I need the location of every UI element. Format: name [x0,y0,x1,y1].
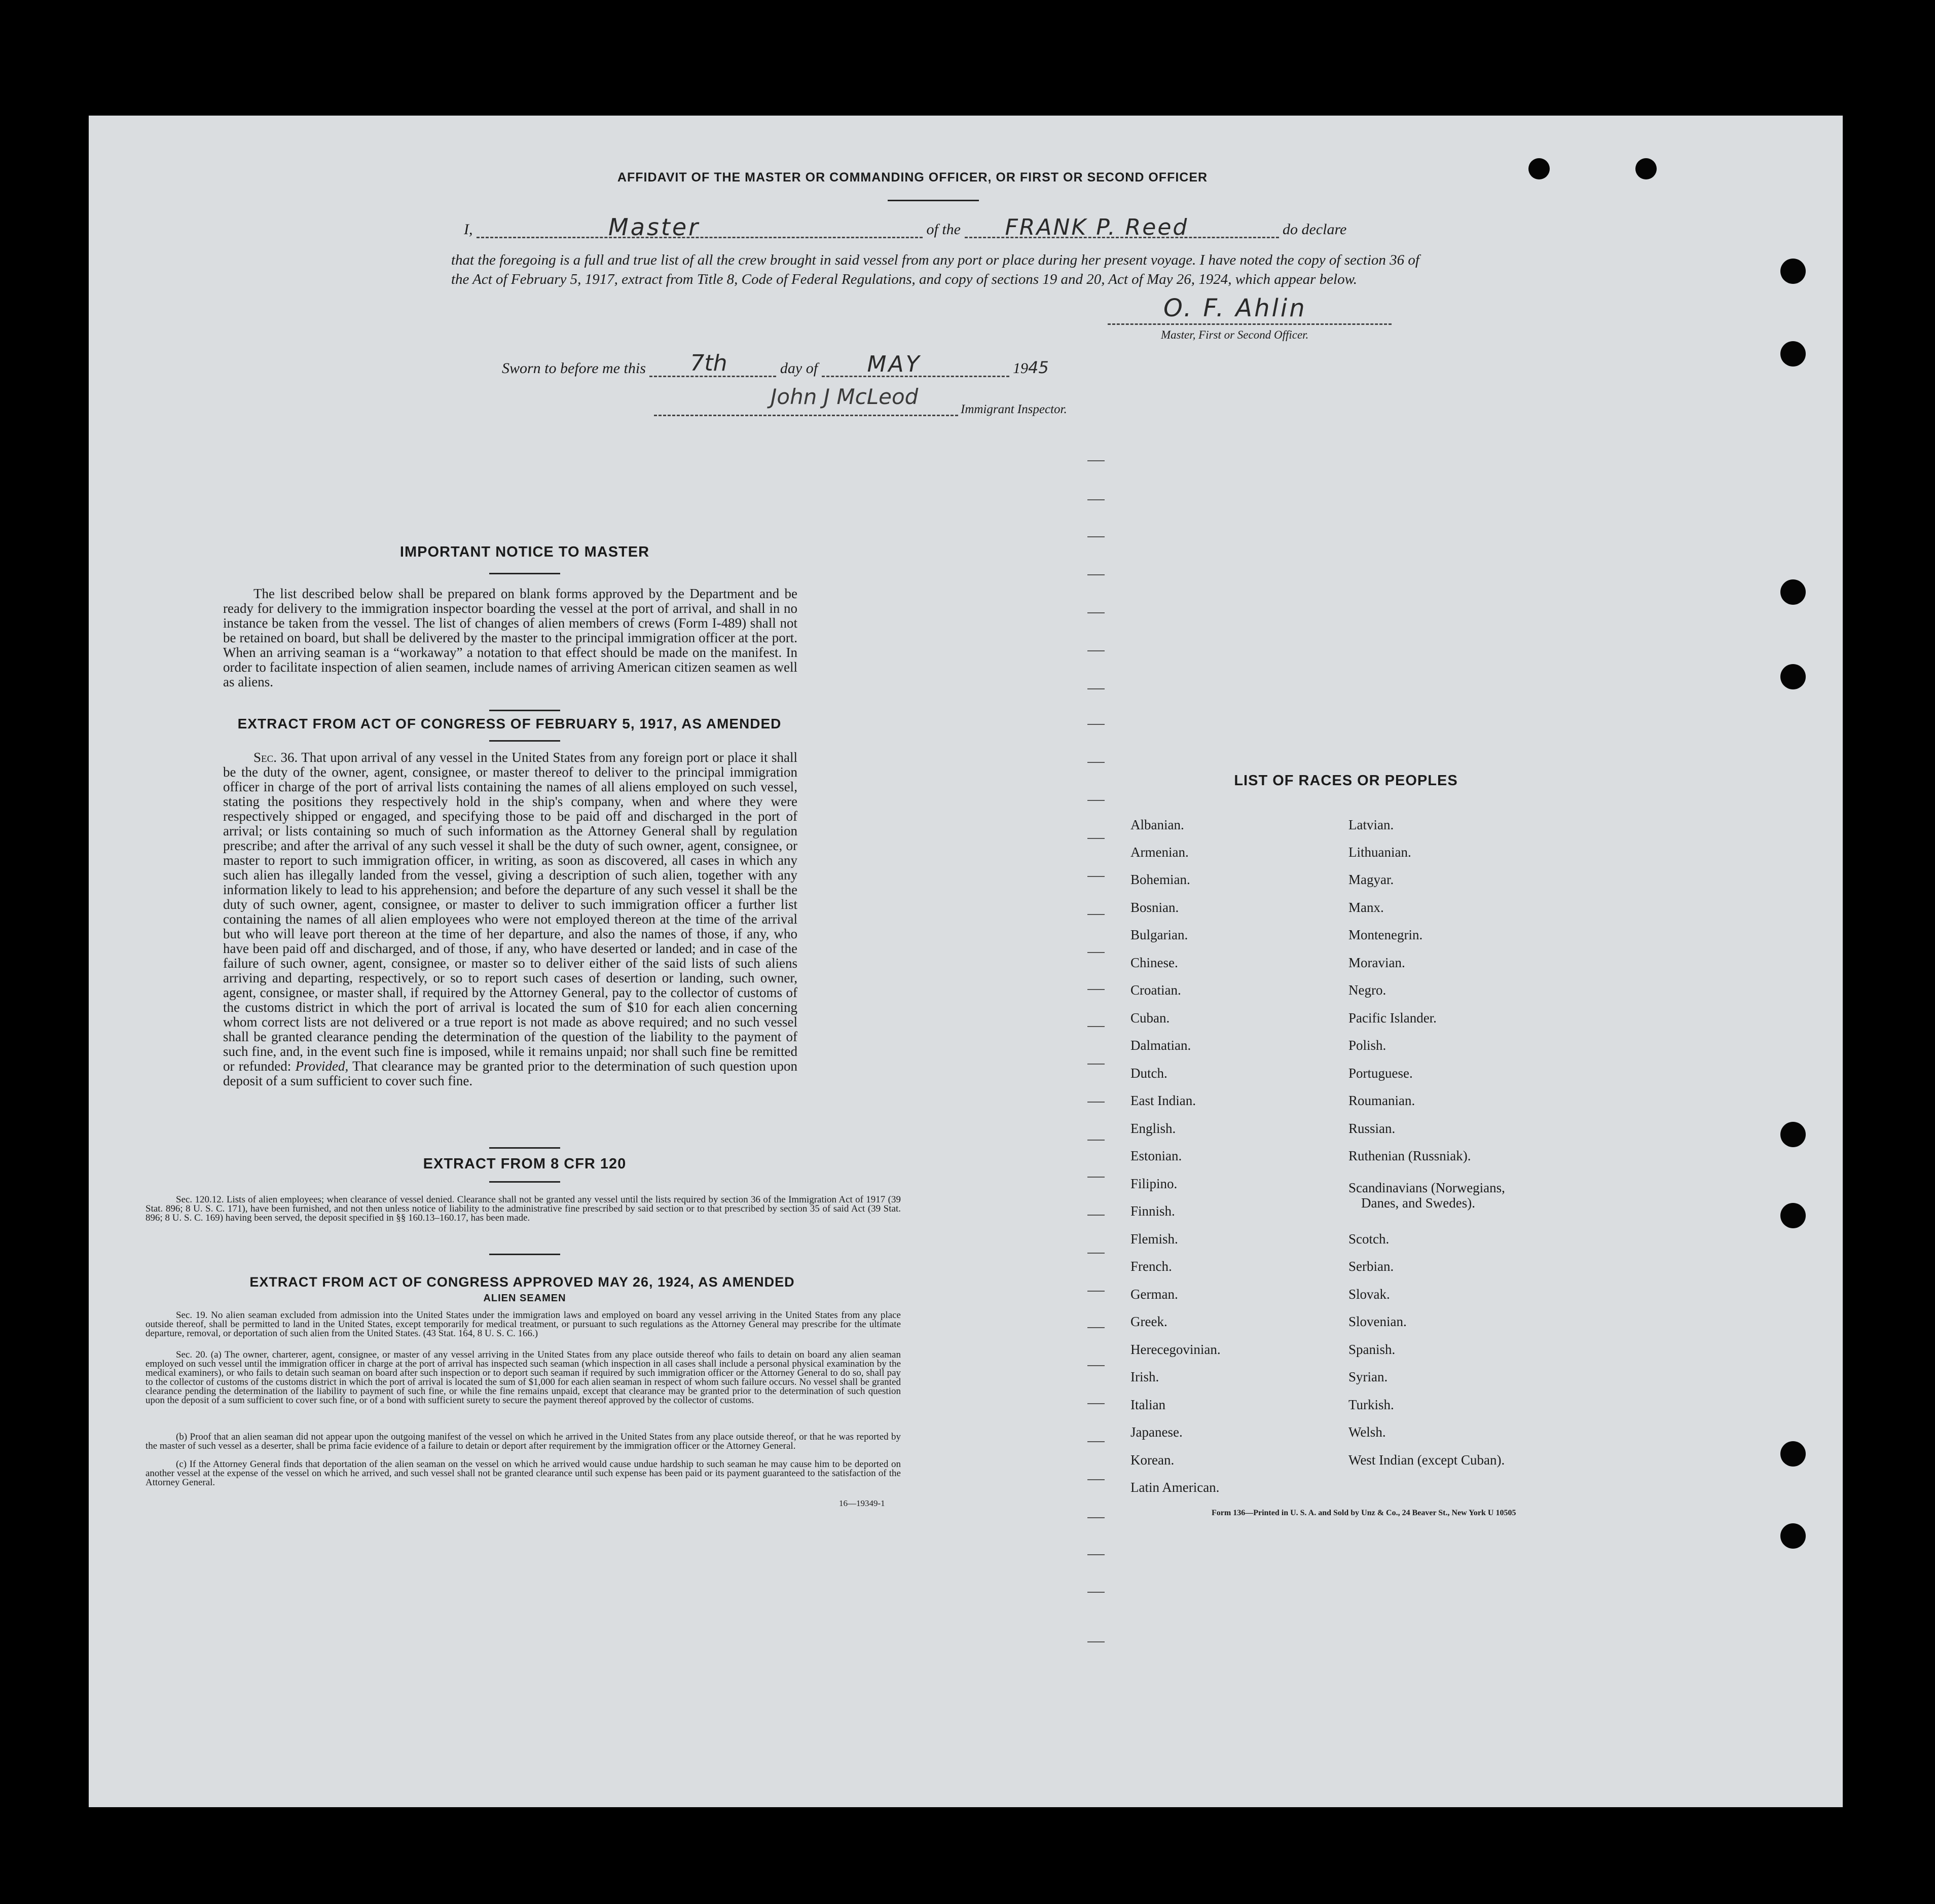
cfr-rule [489,1181,560,1183]
margin-mark [1087,989,1105,990]
form-code: 16—19349-1 [839,1498,885,1508]
sworn-line [502,350,1049,377]
margin-mark [1087,762,1105,763]
do-declare-label: do declare [1283,221,1347,238]
punch-hole [1780,1122,1806,1147]
extract1924-title: EXTRACT FROM ACT OF CONGRESS APPROVED MAY 26, 1924, AS AMENDED [249,1274,795,1290]
race-item: Japanese. [1130,1424,1183,1440]
race-item: Serbian. [1348,1259,1394,1274]
race-item: German. [1130,1287,1178,1302]
race-item: Bosnian. [1130,900,1179,915]
extract1924-rule-top [489,1254,560,1255]
race-item: East Indian. [1130,1093,1196,1108]
race-item: West Indian (except Cuban). [1348,1452,1505,1468]
race-item: Russian. [1348,1121,1396,1136]
day-of-label: day of [780,360,818,377]
margin-mark [1087,838,1105,839]
sworn-month: MAY [867,351,922,377]
master-signature: O. F. Ahlin [1163,294,1307,322]
race-item: Manx. [1348,900,1384,915]
race-item: Ruthenian (Russniak). [1348,1148,1471,1163]
race-item: Estonian. [1130,1148,1182,1163]
document-page [89,116,1843,1807]
inspector-caption: Immigrant Inspector. [961,402,1067,416]
sec20c-body: (c) If the Attorney General finds that deportation of the alien seaman on the vessel on which he arrived would cause undue hardship to such seaman he may cause him to be deported on another vessel at the expense of the vessel on which he arrived, and such vessel shall not be granted clearance until such expense has been paid or its payment guaranteed to the satisfaction of the Attorney General. [145,1459,901,1488]
notice-title: IMPORTANT NOTICE TO MASTER [399,544,650,560]
punch-hole [1780,1523,1806,1549]
margin-mark [1087,1291,1105,1292]
year-prefix: 19 [1013,360,1029,377]
margin-mark [1087,460,1105,461]
punch-hole [1780,664,1806,689]
race-item: Polish. [1348,1038,1386,1053]
day-field [649,350,776,377]
margin-mark [1087,1403,1105,1404]
master-name: Master [608,213,701,241]
margin-mark [1087,688,1105,689]
margin-mark [1087,1102,1105,1103]
extract1917-title: EXTRACT FROM ACT OF CONGRESS OF FEBRUARY 5, 1917, AS AMENDED [237,716,782,731]
race-item: Dutch. [1130,1066,1167,1081]
race-item: Negro. [1348,982,1386,998]
i-label: I, [464,221,473,238]
race-item: Magyar. [1348,872,1394,887]
margin-mark [1087,1441,1105,1442]
race-item: Pacific Islander. [1348,1010,1437,1026]
race-item: Italian [1130,1397,1165,1412]
margin-mark [1087,952,1105,953]
race-item: Turkish. [1348,1397,1394,1412]
margin-mark [1087,1215,1105,1216]
margin-mark [1087,1365,1105,1366]
master-signature-line [1108,294,1392,325]
race-item: Chinese. [1130,955,1178,970]
inspector-signature-line [654,384,958,416]
vessel-name-field [965,214,1279,240]
margin-mark [1087,1253,1105,1254]
sec36-end: That clearance may be granted prior to the determination of such question upon deposit of a sum sufficient to cover such fine. [223,1058,798,1088]
cfr-body: Sec. 120.12. Lists of alien employees; when clearance of vessel denied. Clearance shall not be granted any vessel until the lists required by section 36 of the Immigration Act of 1917 (39 Stat. 896; 8 U. S. C. 171), have been furnished, and not then unless notice of liability to the administrative fine prescribed by said section or to that prescribed by section 35 of said Act (39 Stat. 896; 8 U. S. C. 169) having been served, the deposit specified in §§ 160.13–160.17, has been made. [145,1194,901,1223]
extract1924-subtitle: ALIEN SEAMEN [483,1293,566,1304]
race-item: Albanian. [1130,817,1184,832]
race-item: Croatian. [1130,982,1181,998]
sec20a-body: Sec. 20. (a) The owner, charterer, agent, consignee, or master of any vessel arriving in the United States from any place outside thereof who fails to detain on board any alien seaman employed on such vessel until the immigration officer in charge at the port of arrival has inspected such seaman (which inspection in all cases shall include a personal physical examination by the medical examiners), or who fails to detain such seaman on board after such inspection or to deport such seaman if required by such immigration officer or the Attorney General to do so, shall pay to the collector of customs of the customs district in which the port of arrival is located the sum of $1,000 for each alien seaman in respect of whom such failure occurs. No vessel shall be granted clearance pending the determination of the liability to payment of such fine, or while the fine remains unpaid, except that clearance may be granted prior to the determination of such question upon the deposit of a sum sufficient to cover such fine, or of a bond with sufficient surety to secure the payment thereof approved by the collector of customs. [145,1349,901,1406]
margin-mark [1087,1641,1105,1642]
punch-hole [1635,158,1657,179]
race-item: Roumanian. [1348,1093,1415,1108]
form-footer: Form 136—Printed in U. S. A. and Sold by Unz & Co., 24 Beaver St., New York U 10505 [1212,1509,1516,1517]
margin-mark [1087,876,1105,877]
punch-hole [1780,1441,1806,1467]
margin-mark [1087,1592,1105,1593]
race-item: Slovak. [1348,1287,1390,1302]
margin-mark [1087,1554,1105,1555]
margin-mark [1087,1026,1105,1027]
race-item: Scandinavians (Norwegians, [1348,1180,1505,1195]
master-name-field [477,213,923,241]
affidavit-line1 [464,213,1523,241]
margin-mark [1087,914,1105,915]
race-item: Cuban. [1130,1010,1170,1026]
race-item: French. [1130,1259,1172,1274]
race-item: Spanish. [1348,1342,1396,1357]
affidavit-body: that the foregoing is a full and true list of all the crew brought in said vessel from any port or place during her present voyage. I have noted the copy of section 36 of the Act of February 5, 1917, extract from Title 8, Code of Federal Regulations, and copy of sections 19 and 20, Act of May 26, 1924, which appear below. [451,252,1419,287]
extract1917-body [223,750,797,1088]
race-item: Dalmatian. [1130,1038,1191,1053]
master-caption: Master, First or Second Officer. [1161,328,1309,341]
title-rule [888,200,979,201]
race-item: Armenian. [1130,845,1189,860]
race-item: Filipino. [1130,1176,1178,1191]
sworn-year: 45 [1028,358,1049,377]
race-item: Korean. [1130,1452,1175,1468]
race-item: Greek. [1130,1314,1167,1329]
margin-mark [1087,724,1105,725]
race-item: Montenegrin. [1348,927,1423,942]
race-item: Irish. [1130,1369,1159,1384]
race-item: Danes, and Swedes). [1361,1195,1475,1211]
race-item: Latvian. [1348,817,1394,832]
sec20b-body: (b) Proof that an alien seaman did not appear upon the outgoing manifest of the vessel on which he arrived in the United States from any place outside thereof, or that he was reported by the master of such vessel as a deserter, shall be prima facie evidence of a failure to detain or deport after requirement by the immigration officer or the Attorney General. [145,1432,901,1451]
of-the-label: of the [926,221,961,238]
affidavit-title: AFFIDAVIT OF THE MASTER OR COMMANDING OFFICER, OR FIRST OR SECOND OFFICER [617,170,1208,185]
race-item: English. [1130,1121,1176,1136]
race-item: Portuguese. [1348,1066,1413,1081]
race-item: Flemish. [1130,1231,1178,1247]
punch-hole [1780,259,1806,284]
race-item: Welsh. [1348,1424,1386,1440]
margin-mark [1087,612,1105,613]
race-item: Lithuanian. [1348,845,1411,860]
races-title: LIST OF RACES OR PEOPLES [1234,773,1458,789]
margin-mark [1087,1479,1105,1480]
punch-hole [1780,579,1806,605]
race-item: Slovenian. [1348,1314,1407,1329]
margin-mark [1087,650,1105,651]
race-item: Syrian. [1348,1369,1388,1384]
race-item: Latin American. [1130,1480,1220,1495]
margin-mark [1087,1064,1105,1065]
margin-mark [1087,1327,1105,1328]
notice-rule [489,573,560,574]
margin-mark [1087,574,1105,575]
notice-body: The list described below shall be prepared on blank forms approved by the Department and be ready for delivery to the immigration inspector boarding the vessel at the port of arrival, and shall in no instance be taken from the vessel. The list of changes of alien members of crews (Form I-489) shall not be retained on board, but shall be delivered by the master to the principal immigration officer at the port. When an arriving seaman is a “workaway” a notation to that effect should be made on the manifest. In order to facilitate inspection of alien seamen, include names of arriving American citizen seamen as well as aliens. [223,586,797,689]
cfr-rule-top [489,1147,560,1149]
race-item: Bohemian. [1130,872,1190,887]
extract1917-rule [489,740,560,742]
inspector-signature: John J McLeod [771,384,919,409]
sworn-day: 7th [690,350,727,376]
sec19-body: Sec. 19. No alien seaman excluded from admission into the United States under the immigration laws and employed on board any vessel arriving in the United States from any place outside thereof, shall be permitted to land in the United States, except temporarily for medical treatment, or pursuant to such regulations as the Attorney General may prescribe for the ultimate departure, removal, or deportation of such alien from the United States. (43 Stat. 164, 8 U. S. C. 166.) [145,1310,901,1339]
margin-mark [1087,499,1105,500]
month-field [822,351,1009,377]
cfr-title: EXTRACT FROM 8 CFR 120 [423,1156,627,1172]
sec36-label: Sec. 36. [253,750,298,765]
vessel-name: FRANK P. Reed [1005,214,1189,240]
race-item: Moravian. [1348,955,1405,970]
margin-mark [1087,1177,1105,1178]
margin-mark [1087,1517,1105,1518]
race-item: Bulgarian. [1130,927,1188,942]
punch-hole [1528,158,1550,179]
margin-mark [1087,536,1105,537]
extract1917-rule-top [489,710,560,711]
margin-mark [1087,800,1105,801]
race-item: Herecegovinian. [1130,1342,1221,1357]
race-item: Finnish. [1130,1203,1175,1219]
provided-label: Provided, [295,1058,349,1074]
margin-mark [1087,1140,1105,1141]
sworn-label: Sworn to before me this [502,360,646,377]
sec36-text: That upon arrival of any vessel in the United States from any foreign port or place it shall be the duty of the owner, agent, consignee, or master thereof to deliver to the principal immigration officer in charge of the port of arrival lists containing the names of all aliens employed on such vessel, stating the positions they respectively hold in the ship's company, when and where they were respectively shipped or engaged, and specifying those to be paid off and discharged in the port of arrival; or lists containing so much of such information as the Attorney General shall by regulation prescribe; and after the arrival of any such vessel it shall be the duty of such owner, agent, consignee, or master to report to such immigration officer, in writing, as soon as discovered, all cases in which any such alien has illegally landed from the vessel, giving a description of such alien, together with any information likely to lead to his apprehension; and before the departure of any such vessel it shall be the duty of such owner, agent, consignee, or master to deliver to such immigration officer a further list containing the names of all alien employees who were not employed thereon at the time of the arrival but who will leave port thereon at the time of her departure, and also the names of those, if any, who have been paid off and discharged, and of those, if any, who have deserted or landed; and in case of the failure of such owner, agent, consignee, or master so to deliver either of the said lists of such aliens arriving and departing, respectively, or so to report such cases of desertion or landing, such owner, agent, consignee, or master shall, if required by the Attorney General, pay to the collector of customs of the customs district in which the port of arrival is located the sum of $10 for each alien concerning whom correct lists are not delivered or a true report is not made as above required; and no such vessel shall be granted clearance pending the determination of the question of the liability to the payment of such fine, and, in the event such fine is imposed, while it remains unpaid; nor shall such fine be remitted or refunded: [223,750,798,1074]
punch-hole [1780,1203,1806,1228]
punch-hole [1780,341,1806,367]
race-item: Scotch. [1348,1231,1390,1247]
